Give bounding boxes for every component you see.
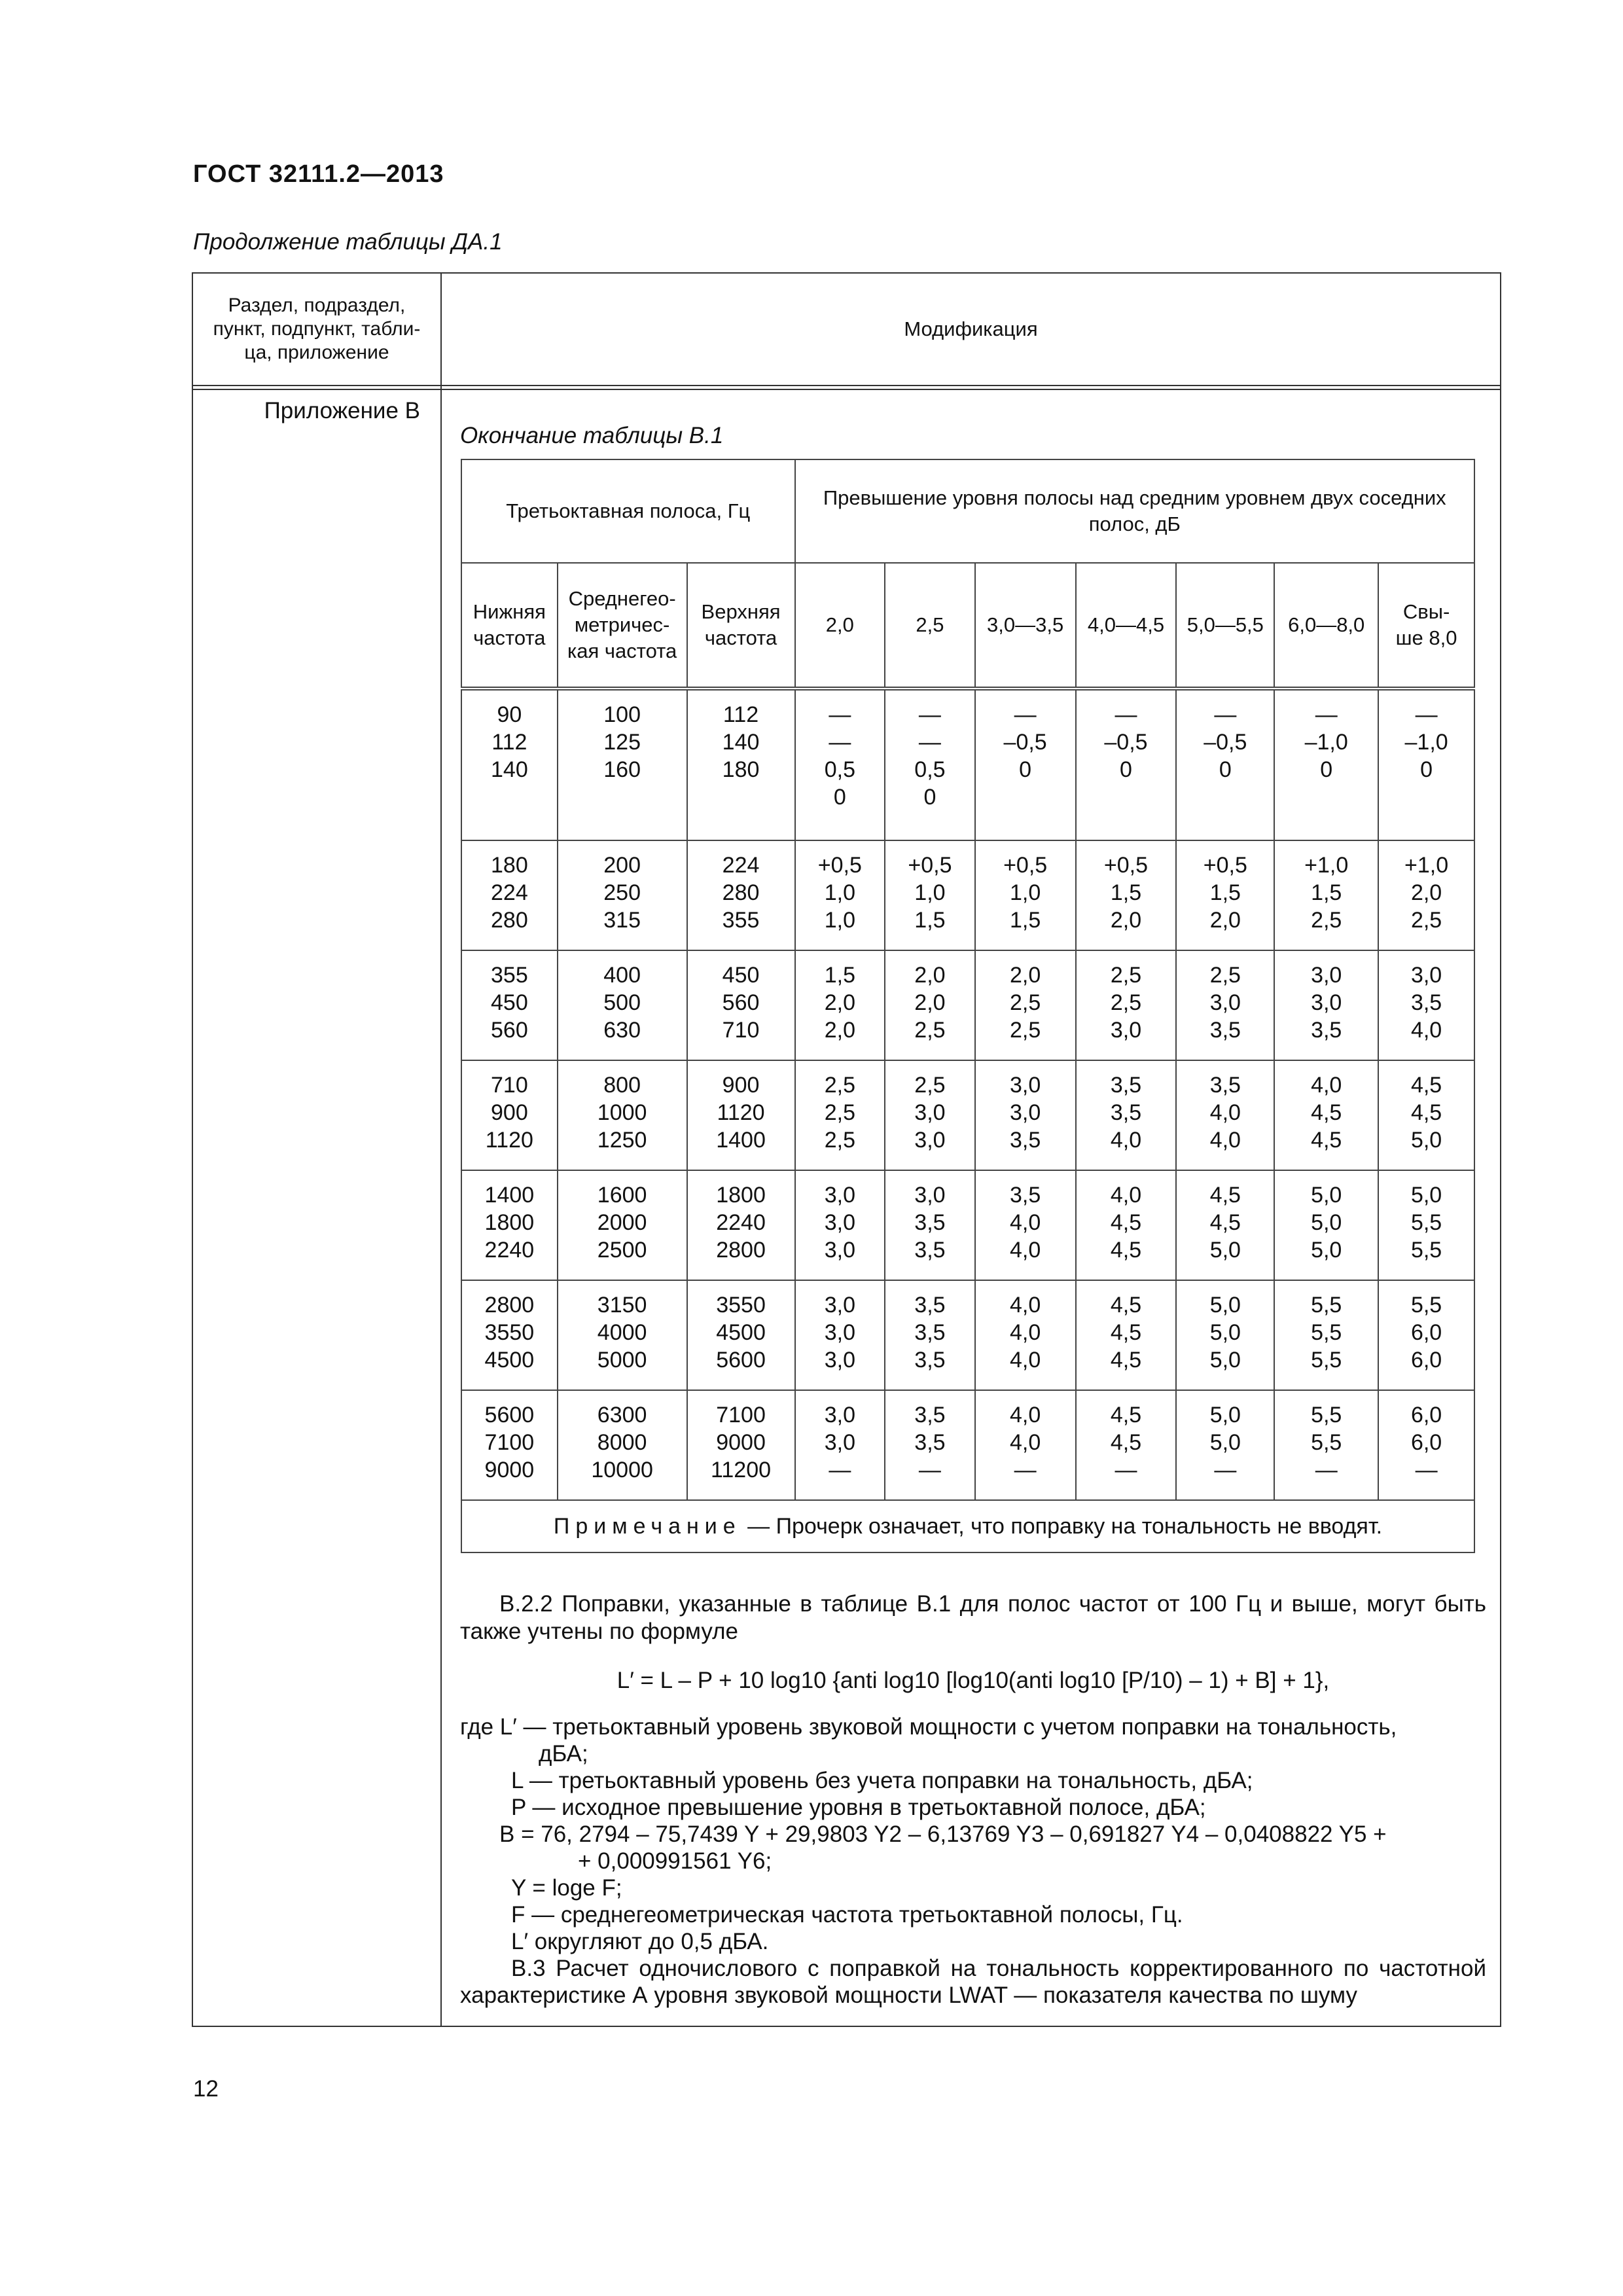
- table-cell: +0,5 1,0 1,0: [795, 840, 885, 950]
- column-header-section: Раздел, подраздел, пункт, подпункт, табли- ца, приложение: [213, 295, 421, 363]
- column-divider: [440, 274, 442, 2026]
- table-cell: +0,5 1,0 1,5: [885, 840, 975, 950]
- table-cell: — — 0,5 0: [795, 689, 885, 840]
- table-cell: 4,0 4,0 —: [975, 1390, 1076, 1500]
- formula-legend: [460, 1713, 1486, 2009]
- table-row: [461, 1280, 1474, 1390]
- col-header-excess: 5,0—5,5: [1176, 563, 1274, 689]
- table-cell: +0,5 1,5 2,0: [1076, 840, 1177, 950]
- table-cell: 5,0 5,0 5,0: [1274, 1170, 1378, 1280]
- legend-l-prime-unit: дБА;: [539, 1741, 588, 1767]
- table-cell: 3,5 4,0 4,0: [1176, 1060, 1274, 1170]
- table-cell: 90 112 140: [461, 689, 558, 840]
- table-cell: 710 900 1120: [461, 1060, 558, 1170]
- page-number: 12: [193, 2076, 219, 2102]
- note-label: Примечание: [553, 1514, 741, 1539]
- table-cell: 4,5 4,5 —: [1076, 1390, 1177, 1500]
- table-cell: 6300 8000 10000: [558, 1390, 687, 1500]
- table-cell: 180 224 280: [461, 840, 558, 950]
- legend-f: F — среднегеометрическая частота третьоктавной полосы, Гц.: [511, 1902, 1183, 1928]
- table-cell: 1800 2240 2800: [687, 1170, 795, 1280]
- col-header-excess: 6,0—8,0: [1274, 563, 1378, 689]
- group-header-excess: Превышение уровня полосы над средним уровнем двух соседних полос, дБ: [795, 459, 1474, 563]
- table-cell: 2,5 2,5 3,0: [1076, 950, 1177, 1060]
- table-cell: 3,0 3,0 3,5: [1274, 950, 1378, 1060]
- table-cell: — –0,5 0: [1176, 689, 1274, 840]
- table-row: [461, 950, 1474, 1060]
- table-cell: 112 140 180: [687, 689, 795, 840]
- table-cell: 5,5 5,5 5,5: [1274, 1280, 1378, 1390]
- table-cell: — — 0,5 0: [885, 689, 975, 840]
- legend-l: L — третьоктавный уровень без учета поправки на тональность, дБА;: [511, 1768, 1253, 1793]
- table-cell: 2,0 2,0 2,5: [885, 950, 975, 1060]
- table-cell: 4,5 4,5 5,0: [1176, 1170, 1274, 1280]
- table-cell: 3,0 3,0 3,5: [975, 1060, 1076, 1170]
- table-cell: 5,0 5,0 5,0: [1176, 1280, 1274, 1390]
- table-cell: 5,0 5,5 5,5: [1378, 1170, 1474, 1280]
- section-label: Приложение В: [264, 398, 420, 423]
- inner-table-caption: Окончание таблицы В.1: [460, 423, 724, 448]
- legend-l-prime: где L′ — третьоктавный уровень звуковой мощности с учетом поправки на тональность,: [460, 1714, 1397, 1740]
- col-header-excess: 3,0—3,5: [975, 563, 1076, 689]
- table-cell: 3,5 3,5 —: [885, 1390, 975, 1500]
- col-header-lower: Нижняя частота: [461, 563, 558, 689]
- table-cell: 900 1120 1400: [687, 1060, 795, 1170]
- table-cell: 800 1000 1250: [558, 1060, 687, 1170]
- col-header-excess: Свы-ше 8,0: [1378, 563, 1474, 689]
- table-cell: 6,0 6,0 —: [1378, 1390, 1474, 1500]
- table-cell: 3,5 4,0 4,0: [975, 1170, 1076, 1280]
- table-cell: 2,0 2,5 2,5: [975, 950, 1076, 1060]
- column-header-modification: Модификация: [904, 317, 1038, 340]
- table-cell: 5,5 6,0 6,0: [1378, 1280, 1474, 1390]
- col-header-center: Среднегео-метричес-кая частота: [558, 563, 687, 689]
- table-cell: +1,0 1,5 2,5: [1274, 840, 1378, 950]
- table-cell: 4,5 4,5 4,5: [1076, 1280, 1177, 1390]
- table-cell: 3150 4000 5000: [558, 1280, 687, 1390]
- table-cell: +0,5 1,5 2,0: [1176, 840, 1274, 950]
- table-cell: +0,5 1,0 1,5: [975, 840, 1076, 950]
- table-cell: 4,0 4,5 4,5: [1274, 1060, 1378, 1170]
- table-row: [461, 689, 1474, 840]
- col-header-excess: 2,0: [795, 563, 885, 689]
- table-note-row: [461, 1500, 1474, 1552]
- table-cell: 100 125 160: [558, 689, 687, 840]
- table-row: [461, 1390, 1474, 1500]
- correction-table: [461, 459, 1475, 1553]
- table-cell: 450 560 710: [687, 950, 795, 1060]
- table-cell: 400 500 630: [558, 950, 687, 1060]
- table-cell: 5,5 5,5 —: [1274, 1390, 1378, 1500]
- paragraph-b3: В.3 Расчет одночислового с поправкой на тональность корректированного по частотной характеристике А уровня звуковой мощности LWAT — показателя качества по шуму: [460, 1956, 1486, 2008]
- table-cell: 224 280 355: [687, 840, 795, 950]
- paragraph-b22: В.2.2 Поправки, указанные в таблице В.1 для полос частот от 100 Гц и выше, могут быть также учтены по формуле: [460, 1591, 1486, 1644]
- table-cell: 1600 2000 2500: [558, 1170, 687, 1280]
- table-cell: 3,0 3,0 3,0: [795, 1170, 885, 1280]
- table-row: [461, 1170, 1474, 1280]
- table-cell: 3,5 3,5 4,0: [1076, 1060, 1177, 1170]
- rounding-rule: L′ округляют до 0,5 дБА.: [511, 1929, 769, 1954]
- table-cell: 2,5 3,0 3,0: [885, 1060, 975, 1170]
- col-header-excess: 2,5: [885, 563, 975, 689]
- table-cell: 3,5 3,5 3,5: [885, 1280, 975, 1390]
- table-cell: 3550 4500 5600: [687, 1280, 795, 1390]
- table-cell: 5600 7100 9000: [461, 1390, 558, 1500]
- document-title: ГОСТ 32111.2—2013: [193, 160, 444, 188]
- legend-p: P — исходное превышение уровня в третьоктавной полосе, дБА;: [511, 1795, 1206, 1820]
- table-cell: 2,5 2,5 2,5: [795, 1060, 885, 1170]
- col-header-excess: 4,0—4,5: [1076, 563, 1177, 689]
- header-divider: [193, 385, 1500, 390]
- legend-y: Y = loge F;: [511, 1875, 622, 1901]
- table-cell: 7100 9000 11200: [687, 1390, 795, 1500]
- table-cell: 355 450 560: [461, 950, 558, 1060]
- group-header-band: Третьоктавная полоса, Гц: [461, 459, 795, 563]
- column-header-row: [461, 563, 1474, 689]
- col-header-upper: Верхняя частота: [687, 563, 795, 689]
- table-note: [461, 1500, 1474, 1552]
- legend-b: B = 76, 2794 – 75,7439 Y + 29,9803 Y2 – 6,13769 Y3 – 0,691827 Y4 – 0,0408822 Y5 +: [499, 1821, 1387, 1847]
- table-cell: +1,0 2,0 2,5: [1378, 840, 1474, 950]
- table-cell: 3,0 3,5 4,0: [1378, 950, 1474, 1060]
- table-cell: 3,0 3,0 3,0: [795, 1280, 885, 1390]
- table-cell: 1,5 2,0 2,0: [795, 950, 885, 1060]
- table-cell: — –0,5 0: [975, 689, 1076, 840]
- table-cell: 2800 3550 4500: [461, 1280, 558, 1390]
- tonal-correction-formula: L′ = L – P + 10 log10 {anti log10 [log10(anti log10 [P/10) – 1) + B] + 1},: [616, 1668, 1330, 1693]
- table-cell: — –1,0 0: [1378, 689, 1474, 840]
- table-cell: 4,0 4,5 4,5: [1076, 1170, 1177, 1280]
- table-cell: 3,0 3,0 —: [795, 1390, 885, 1500]
- table-cell: 4,5 4,5 5,0: [1378, 1060, 1474, 1170]
- table-cell: 200 250 315: [558, 840, 687, 950]
- legend-b-cont: + 0,000991561 Y6;: [578, 1848, 772, 1874]
- table-cell: 1400 1800 2240: [461, 1170, 558, 1280]
- table-caption: Продолжение таблицы ДА.1: [193, 229, 503, 255]
- table-row: [461, 840, 1474, 950]
- note-text: — Прочерк означает, что поправку на тональность не вводят.: [741, 1514, 1383, 1539]
- table-cell: 3,0 3,5 3,5: [885, 1170, 975, 1280]
- modification-table: [192, 272, 1501, 2027]
- table-cell: — –0,5 0: [1076, 689, 1177, 840]
- table-cell: 5,0 5,0 —: [1176, 1390, 1274, 1500]
- table-cell: — –1,0 0: [1274, 689, 1378, 840]
- table-cell: 4,0 4,0 4,0: [975, 1280, 1076, 1390]
- table-cell: 2,5 3,0 3,5: [1176, 950, 1274, 1060]
- table-row: [461, 1060, 1474, 1170]
